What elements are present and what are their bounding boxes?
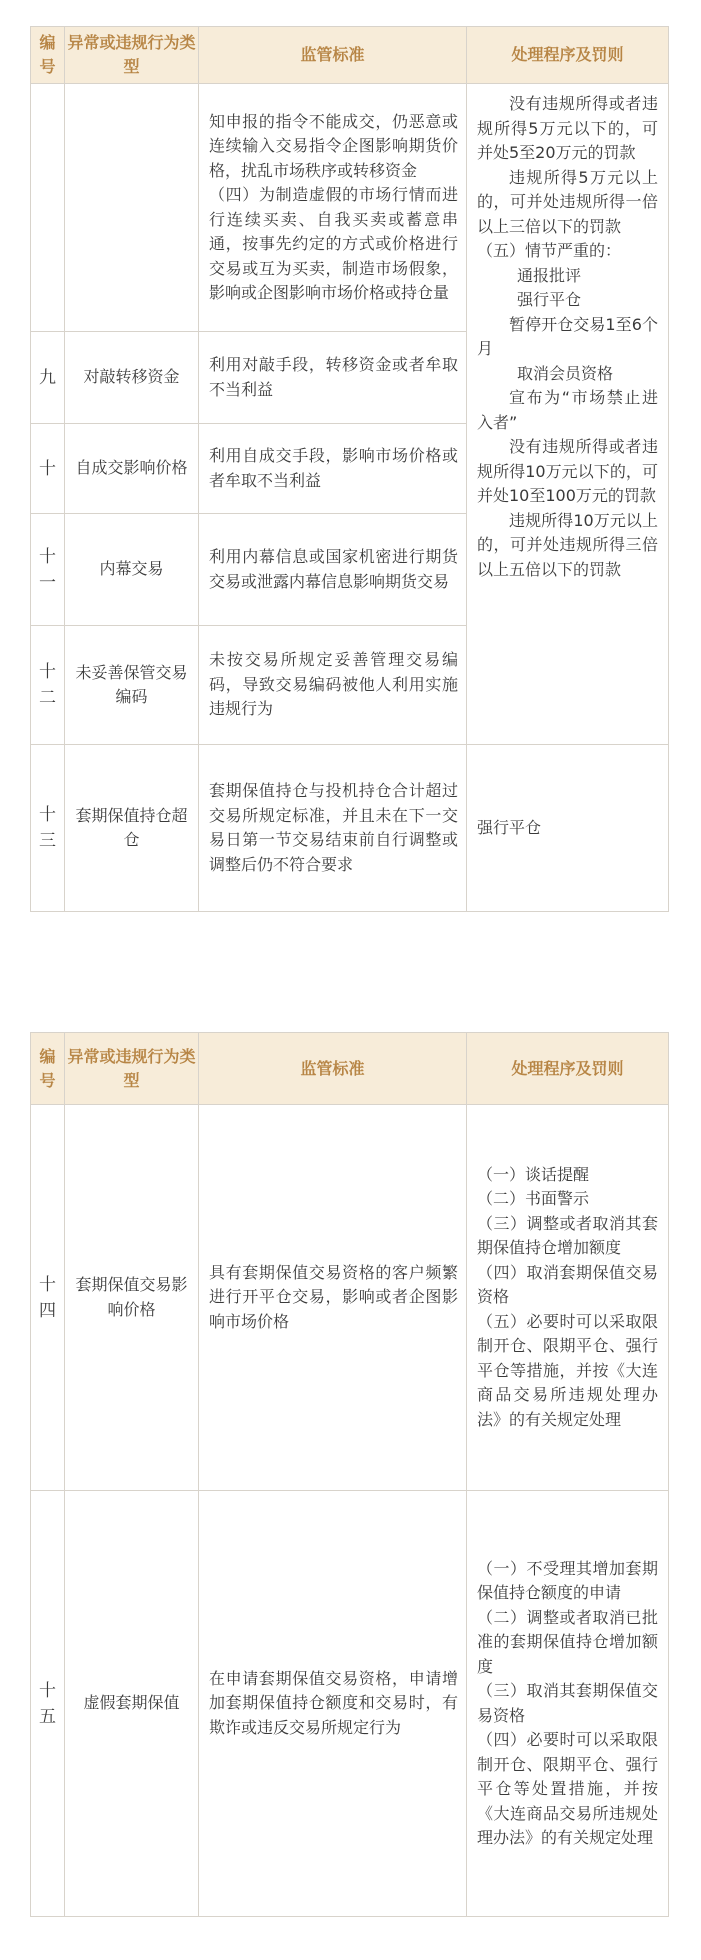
penalty-text: 违规所得10万元以上的，可并处违规所得三倍以上五倍以下的罚款 bbox=[477, 510, 658, 579]
row-standard-cell: 具有套期保值交易资格的客户频繁进行开平仓交易，影响或者企图影响市场价格 bbox=[199, 1105, 467, 1491]
row-number-cell: 十四 bbox=[31, 1105, 65, 1491]
table-row bbox=[31, 745, 669, 912]
row-penalty-cell bbox=[467, 1105, 669, 1491]
row-type-cell: 对敲转移资金 bbox=[65, 332, 199, 424]
row-standard-cell: 利用自成交手段，影响市场价格或者牟取不当利益 bbox=[199, 424, 467, 514]
penalty-text: （五）情节严重的： bbox=[477, 241, 622, 260]
penalty-item: （二）书面警示 bbox=[477, 1189, 590, 1209]
header-number: 编号 bbox=[31, 27, 65, 84]
penalty-text: 没有违规所得或者违规所得10万元以下的，可并处10至100万元的罚款 bbox=[477, 437, 658, 505]
row-number-cell: 十一 bbox=[31, 514, 65, 626]
header-penalty: 处理程序及罚则 bbox=[467, 27, 669, 84]
row-number-cell: 十三 bbox=[31, 745, 65, 912]
table-header-row bbox=[31, 1033, 669, 1105]
standard-text: 知申报的指令不能成交，仍恶意或连续输入交易指令企图影响期货价格，扰乱市场秩序或转移资金 bbox=[209, 111, 458, 180]
row-type-cell: 虚假套期保值 bbox=[65, 1491, 199, 1917]
row-standard-cell bbox=[199, 84, 467, 332]
row-type-cell: 内幕交易 bbox=[65, 514, 199, 626]
row-type-cell bbox=[65, 84, 199, 332]
header-type: 异常或违规行为类型 bbox=[65, 1033, 199, 1105]
merged-penalty-cell bbox=[467, 84, 669, 745]
standard-text: （四）为制造虚假的市场行情而进行连续买卖、自我买卖或蓄意串通，按事先约定的方式或价格进行交易或互为买卖，制造市场假象，影响或企图影响市场价格或持仓量 bbox=[209, 185, 458, 302]
row-number-cell: 十二 bbox=[31, 626, 65, 745]
regulation-table-2 bbox=[30, 1032, 669, 1917]
penalty-item: （一）谈话提醒 bbox=[477, 1164, 590, 1184]
penalty-item: （一）不受理其增加套期保值持仓额度的申请 bbox=[477, 1558, 658, 1602]
row-penalty-cell bbox=[467, 1491, 669, 1917]
row-number-cell: 十五 bbox=[31, 1491, 65, 1917]
row-number-cell bbox=[31, 84, 65, 332]
row-type-cell: 套期保值持仓超仓 bbox=[65, 745, 199, 912]
penalty-item: （二）调整或者取消已批准的套期保值持仓增加额度 bbox=[477, 1607, 658, 1676]
penalty-text: 通报批评 bbox=[517, 265, 582, 285]
row-type-cell: 未妥善保管交易编码 bbox=[65, 626, 199, 745]
penalty-item: （五）必要时可以采取限制开仓、限期平仓、强行平仓等措施，并按《大连商品交易所违规处理办法》的有关规定处理 bbox=[477, 1311, 658, 1429]
table-row-continued bbox=[31, 84, 669, 332]
penalty-item: （三）调整或者取消其套期保值持仓增加额度 bbox=[477, 1213, 658, 1258]
row-number-cell: 十 bbox=[31, 424, 65, 514]
penalty-text: 强行平仓 bbox=[517, 290, 582, 309]
table-row bbox=[31, 1491, 669, 1917]
penalty-item: （三）取消其套期保值交易资格 bbox=[477, 1681, 658, 1725]
row-standard-cell: 在申请套期保值交易资格，申请增加套期保值持仓额度和交易时，有欺诈或违反交易所规定行为 bbox=[199, 1491, 467, 1917]
table-row bbox=[31, 1105, 669, 1491]
row-standard-cell: 套期保值持仓与投机持仓合计超过交易所规定标准，并且未在下一交易日第一节交易结束前自行调整或调整后仍不符合要求 bbox=[199, 745, 467, 912]
row-number-cell: 九 bbox=[31, 332, 65, 424]
row-standard-cell: 利用对敲手段，转移资金或者牟取不当利益 bbox=[199, 332, 467, 424]
penalty-text: 宣布为“市场禁止进入者” bbox=[477, 388, 658, 432]
header-penalty: 处理程序及罚则 bbox=[467, 1033, 669, 1105]
header-standard: 监管标准 bbox=[199, 27, 467, 84]
header-standard: 监管标准 bbox=[199, 1033, 467, 1105]
penalty-item: （四）取消套期保值交易资格 bbox=[477, 1262, 658, 1307]
row-standard-cell: 未按交易所规定妥善管理交易编码，导致交易编码被他人利用实施违规行为 bbox=[199, 626, 467, 745]
header-type: 异常或违规行为类型 bbox=[65, 27, 199, 84]
penalty-text: 暂停开仓交易1至6个月 bbox=[477, 314, 658, 358]
row-standard-cell: 利用内幕信息或国家机密进行期货交易或泄露内幕信息影响期货交易 bbox=[199, 514, 467, 626]
table-header-row bbox=[31, 27, 669, 84]
penalty-item: （四）必要时可以采取限制开仓、限期平仓、强行平仓等处置措施，并按《大连商品交易所违规处理办法》的有关规定处理 bbox=[477, 1730, 658, 1847]
penalty-text: 取消会员资格 bbox=[517, 363, 614, 383]
header-number: 编号 bbox=[31, 1033, 65, 1105]
regulation-table-1 bbox=[30, 26, 669, 912]
row-penalty-cell: 强行平仓 bbox=[467, 745, 669, 912]
penalty-text: 违规所得5万元以上的，可并处违规所得一倍以上三倍以下的罚款 bbox=[477, 167, 658, 236]
penalty-text: 没有违规所得或者违规所得5万元以下的，可并处5至20万元的罚款 bbox=[477, 94, 658, 162]
row-type-cell: 自成交影响价格 bbox=[65, 424, 199, 514]
row-type-cell: 套期保值交易影响价格 bbox=[65, 1105, 199, 1491]
